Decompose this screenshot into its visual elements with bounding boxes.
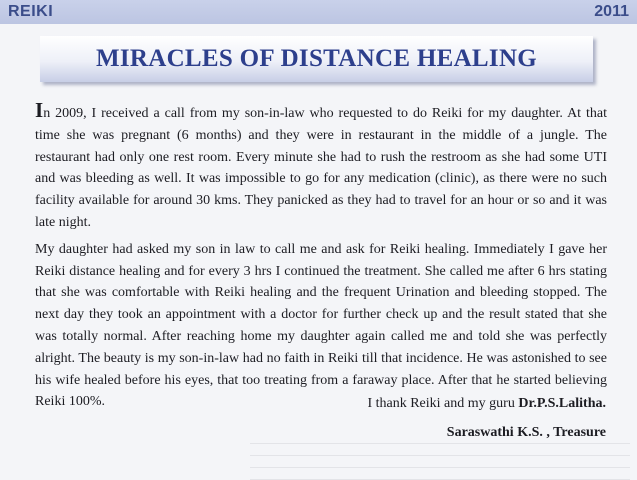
title-banner	[40, 36, 593, 82]
thanks-line	[367, 396, 606, 412]
article-body	[35, 98, 607, 413]
paragraph-1-text: n 2009, I received a call from my son-in-law who requested to do Reiki for my daughter. At that time she was pregnant (6 months) and they were in restaurant in the middle of a jungle. The restaurant had only one rest room. Every minute she had to rush the restroom as she had some UTI and was bleeding as well. It was impossible to go for any medication (clinic), as there were no such facility available for around 30 kms. They panicked as they had to travel for an hour or so and it was late night.	[35, 106, 607, 230]
drop-cap: I	[35, 98, 44, 122]
issue-year: 2011	[594, 3, 629, 20]
magazine-name: REIKI	[8, 3, 54, 20]
bleed-through-texture	[250, 440, 630, 480]
guru-name: Dr.P.S.Lalitha.	[518, 396, 606, 411]
header-bar	[0, 0, 637, 24]
paragraph-2: My daughter had asked my son in law to call me and ask for Reiki healing. Immediately I gave her Reiki distance healing and for every 3 hrs I continued the treatment. She called me after 6 hrs stating that she was comfortable with Reiki healing and the frequent Urination and bleeding stopped. The next day they took an appointment with a doctor for further check up and the result stated that she was totally normal. After reaching home my daughter again called me and told she was perfectly alright. The beauty is my son-in-law had no faith in Reiki till that incidence. He was astonished to see his wife healed before his eyes, that too treating from a faraway place. After that he started believing Reiki 100%.	[35, 241, 607, 410]
paragraph-1	[35, 98, 607, 234]
thanks-text: I thank Reiki and my guru	[367, 396, 519, 411]
article-title: MIRACLES OF DISTANCE HEALING	[95, 45, 538, 72]
author-signature: Saraswathi K.S. , Treasure	[446, 425, 606, 440]
